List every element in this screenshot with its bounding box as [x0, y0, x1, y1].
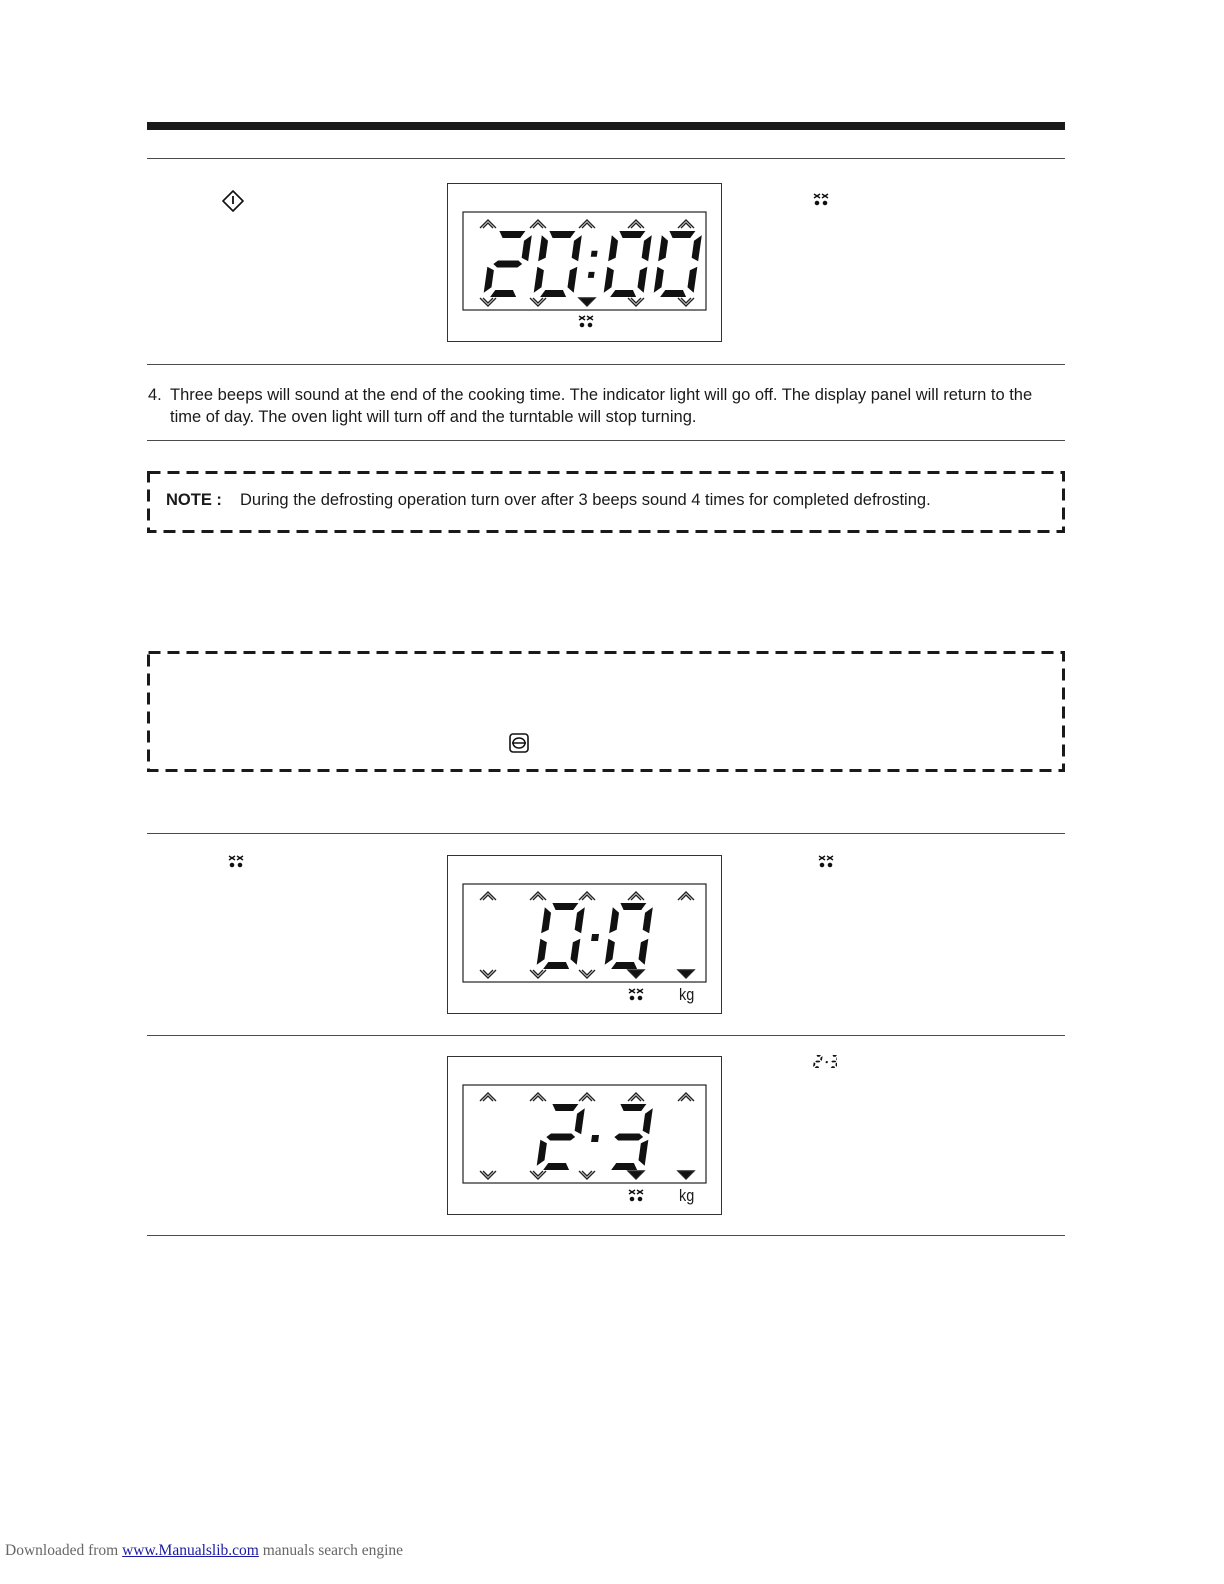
lcd-segment: [548, 231, 575, 238]
up-indicator: [628, 220, 644, 228]
step-text: Three beeps will sound at the end of the cooking time. The indicator light will go off. The display panel will return to the time of day. The oven light will turn off and the turntable will stop turning.: [170, 386, 1033, 426]
lcd-segment: [687, 267, 698, 293]
lcd-segment: [611, 1163, 638, 1170]
lcd-segment: [574, 1108, 585, 1134]
up-indicator: [530, 1093, 546, 1101]
footer: [5, 1542, 403, 1560]
up-indicator: [628, 892, 644, 900]
lcd-segment: [610, 290, 637, 297]
lcd-segment: [537, 939, 548, 965]
note-text: During the defrosting operation turn over after 3 beeps sound 4 times for completed defrosting.: [240, 491, 931, 509]
lcd-segment: [543, 962, 570, 969]
lcd-segment: [815, 1066, 820, 1068]
up-indicator: [678, 220, 694, 228]
lcd-segment: [654, 267, 665, 293]
lcd-segment: [660, 290, 687, 297]
lcd-dot: [826, 1061, 828, 1063]
defrost-icon: [228, 854, 244, 868]
lcd-segment: [641, 235, 652, 261]
up-indicator: [628, 1093, 644, 1101]
step-4: [148, 384, 1053, 428]
defrost-icon: [813, 192, 829, 206]
indicator-row-bottom: [480, 1171, 694, 1179]
section-divider: [147, 833, 1065, 834]
lcd-colon: [591, 251, 598, 257]
lcd-segment: [637, 267, 648, 293]
lcd-segment: [638, 939, 649, 965]
lcd-segment: [543, 1163, 570, 1170]
note-label: NOTE :: [166, 491, 222, 509]
up-indicator: [579, 892, 595, 900]
start-icon: [222, 190, 244, 212]
lcd-segment: [831, 1061, 836, 1063]
up-indicator: [530, 220, 546, 228]
lcd-digits: [483, 231, 702, 297]
lcd-digits: [536, 1104, 653, 1170]
up-indicator: [678, 1093, 694, 1101]
lcd-segment: [832, 1055, 837, 1057]
section-divider: [147, 158, 1065, 159]
down-indicator: [480, 1171, 496, 1179]
down-indicator: [530, 1171, 546, 1179]
lcd-segment: [574, 907, 585, 933]
lcd-segment: [608, 235, 619, 261]
lcd-segment: [609, 907, 620, 933]
display-panel-weight: [447, 1056, 722, 1215]
lcd-segment: [534, 267, 545, 293]
up-indicator: [579, 1093, 595, 1101]
up-indicator: [480, 892, 496, 900]
turnover-icon: [509, 733, 529, 753]
lcd-segment: [551, 903, 578, 910]
lcd-segment: [605, 939, 616, 965]
lcd-segment: [521, 235, 532, 261]
lcd-segment: [604, 267, 615, 293]
section-divider: [147, 1035, 1065, 1036]
lcd-dot: [591, 1135, 599, 1142]
unit-label: kg: [679, 1186, 695, 1205]
indicator-row-top: [480, 220, 694, 228]
lcd-segment: [541, 907, 552, 933]
section-divider: [147, 440, 1065, 441]
lcd-segment: [816, 1055, 821, 1057]
up-indicator: [480, 220, 496, 228]
info-box: [147, 651, 1065, 772]
lcd-segment: [619, 1104, 646, 1111]
lcd-segment: [571, 235, 582, 261]
lcd-segment: [551, 1104, 578, 1111]
lcd-segment: [611, 962, 638, 969]
lcd-segment: [618, 231, 645, 238]
defrost-icon: [818, 854, 834, 868]
lcd-digits: [536, 903, 653, 969]
section-divider: [147, 364, 1065, 365]
lcd-segment: [538, 235, 549, 261]
lcd-segment: [490, 290, 517, 297]
lcd-segment: [815, 1061, 820, 1063]
lcd-segment: [570, 939, 581, 965]
lcd-segment: [658, 235, 669, 261]
header-bar: [147, 122, 1065, 130]
down-indicator: [628, 298, 644, 306]
indicator-row-top: [480, 1093, 694, 1101]
down-indicator: [530, 970, 546, 978]
down-indicator: [579, 1171, 595, 1179]
down-indicator-active: [678, 1171, 694, 1179]
defrost-indicator-icon: [579, 316, 593, 327]
lcd-segment: [820, 1056, 822, 1061]
indicator-row-bottom: [480, 298, 694, 306]
footer-link[interactable]: www.Manualslib.com: [122, 1542, 259, 1559]
footer-suffix: manuals search engine: [258, 1542, 404, 1559]
down-indicator-active: [628, 970, 644, 978]
step-number: 4.: [148, 386, 162, 404]
lcd-segment: [614, 1134, 644, 1141]
display-panel-weight-zero: [447, 855, 722, 1014]
lcd-segment: [493, 261, 523, 268]
lcd-segment: [691, 235, 702, 261]
lcd-segment: [836, 1056, 837, 1061]
lcd-segment: [537, 1140, 548, 1166]
display-panel-time: [447, 183, 722, 342]
up-indicator: [678, 892, 694, 900]
footer-prefix: Downloaded from: [5, 1542, 123, 1559]
lcd-segment: [546, 1134, 576, 1141]
inline-lcd-value: [811, 1053, 837, 1071]
up-indicator: [579, 220, 595, 228]
section-divider: [147, 1235, 1065, 1236]
down-indicator: [480, 970, 496, 978]
down-indicator: [480, 298, 496, 306]
defrost-indicator-icon: [629, 1190, 643, 1201]
lcd-dot: [591, 934, 599, 941]
lcd-segment: [813, 1062, 815, 1067]
down-indicator: [530, 298, 546, 306]
down-indicator: [579, 970, 595, 978]
up-indicator: [530, 892, 546, 900]
indicator-row-top: [480, 892, 694, 900]
lcd-segment: [619, 903, 646, 910]
lcd-segment: [831, 1066, 836, 1068]
lcd-segment: [498, 231, 525, 238]
down-indicator-active: [628, 1171, 644, 1179]
lcd-segment: [642, 907, 653, 933]
lcd-segment: [567, 267, 578, 293]
down-indicator: [678, 298, 694, 306]
lcd-segment: [668, 231, 695, 238]
defrost-indicator-icon: [629, 989, 643, 1000]
lcd-segment: [835, 1062, 837, 1067]
lcd-segment: [638, 1140, 649, 1166]
lcd-segment: [642, 1108, 653, 1134]
indicator-row-bottom: [480, 970, 694, 978]
down-indicator-active: [678, 970, 694, 978]
lcd-colon: [588, 272, 595, 278]
lcd-segment: [484, 267, 495, 293]
lcd-segment: [540, 290, 567, 297]
unit-label: kg: [679, 985, 695, 1004]
up-indicator: [480, 1093, 496, 1101]
lcd-20-00: [448, 184, 723, 343]
down-indicator-active: [579, 298, 595, 306]
